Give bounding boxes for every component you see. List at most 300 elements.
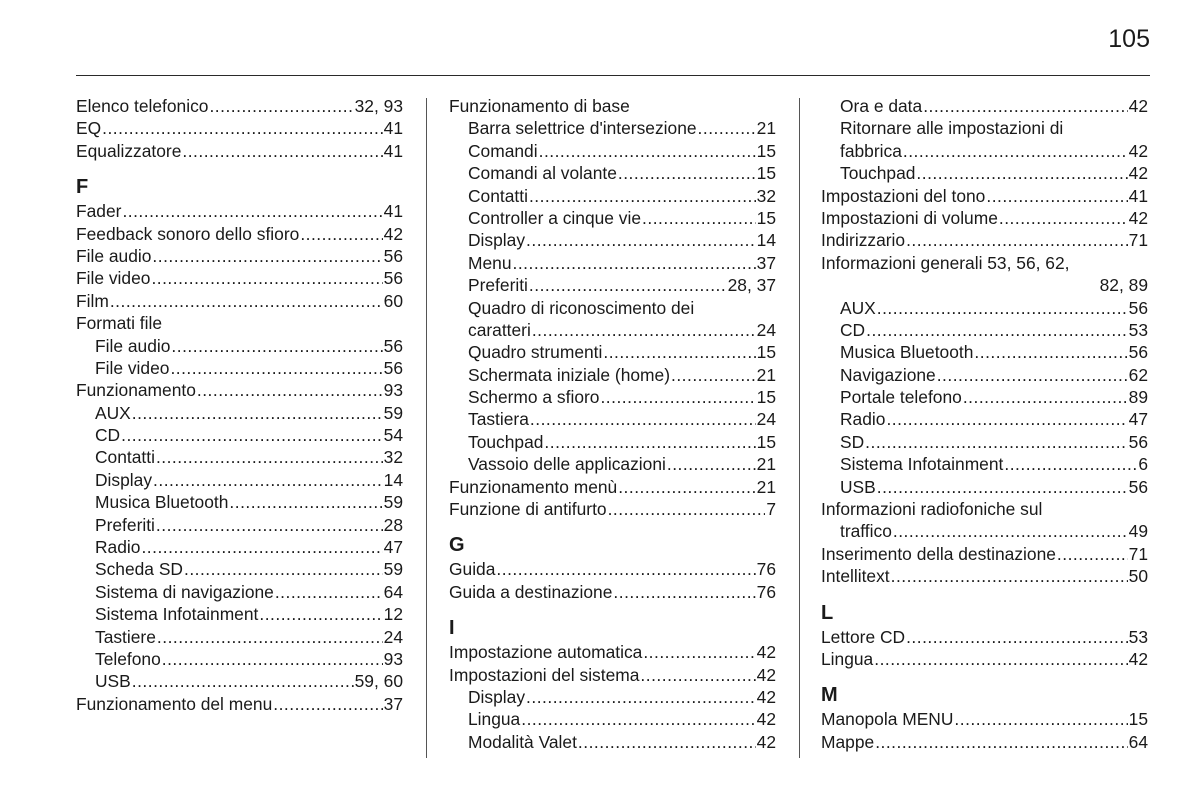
index-entry: [449, 581, 776, 603]
index-term: Touchpad: [840, 163, 916, 184]
index-page-ref: 42: [756, 664, 776, 685]
index-term: Preferiti: [468, 275, 528, 296]
index-page-ref: 93: [383, 648, 403, 669]
dot-leader: [698, 117, 756, 139]
index-page-ref: 24: [756, 409, 776, 430]
index-entry: [76, 693, 403, 715]
index-entry: [821, 185, 1148, 207]
index-term: Film: [76, 290, 109, 311]
index-subentry: [449, 207, 776, 229]
index-column-1: [76, 95, 403, 715]
index-entry: [76, 379, 403, 401]
index-page-ref: 89: [1128, 387, 1148, 408]
index-page-ref: 49: [1128, 521, 1148, 542]
index-page-ref: 37: [756, 252, 776, 273]
dot-leader: [121, 424, 383, 446]
index-term: Funzione di antifurto: [449, 499, 607, 520]
index-term: Musica Bluetooth: [95, 492, 229, 513]
index-subentry: [449, 686, 776, 708]
index-subentry: [76, 446, 403, 468]
dot-leader: [877, 297, 1128, 319]
index-page-ref: 41: [383, 118, 403, 139]
dot-leader: [529, 185, 756, 207]
dot-leader: [999, 207, 1128, 229]
index-term: Contatti: [468, 185, 528, 206]
index-term: Radio: [840, 409, 886, 430]
index-subentry: [821, 162, 1148, 184]
index-subentry: [449, 453, 776, 475]
index-page-ref: 42: [756, 642, 776, 663]
index-page-ref: 41: [1128, 185, 1148, 206]
index-page-ref: 32, 93: [354, 96, 403, 116]
index-entry: [76, 267, 403, 289]
index-term: Touchpad: [468, 431, 544, 452]
index-entry: [76, 290, 403, 312]
index-term: Mappe: [821, 731, 875, 752]
index-page-ref: 64: [1128, 731, 1148, 752]
index-entry: [76, 200, 403, 222]
index-page-ref: 56: [1128, 476, 1148, 497]
dot-leader: [171, 335, 382, 357]
index-subentry: [449, 731, 776, 753]
index-term: Tastiera: [468, 409, 529, 430]
index-page-ref: 37: [383, 693, 403, 714]
dot-leader: [974, 341, 1127, 363]
index-page-ref: 53: [1128, 626, 1148, 647]
dot-leader: [151, 267, 382, 289]
index-entry: [449, 498, 776, 520]
dot-leader: [874, 648, 1127, 670]
index-subentry: [821, 319, 1148, 341]
dot-leader: [300, 223, 382, 245]
index-term: Intellitext: [821, 566, 890, 587]
index-subentry: [449, 341, 776, 363]
dot-leader: [640, 664, 755, 686]
index-page-ref: 59, 60: [354, 671, 403, 692]
dot-leader: [526, 686, 756, 708]
index-term: Fader: [76, 201, 122, 222]
index-entry: [449, 476, 776, 498]
index-subentry: [821, 386, 1148, 408]
index-page-ref: 50: [1128, 566, 1148, 587]
index-entry: [821, 229, 1148, 251]
dot-leader: [865, 431, 1127, 453]
index-letter: L: [821, 601, 834, 624]
index-subentry: [821, 408, 1148, 430]
index-heading: Formati file: [76, 313, 163, 334]
index-term: traffico: [840, 521, 892, 542]
index-term: File audio: [76, 245, 152, 266]
index-entry: [821, 207, 1148, 229]
index-term: File audio: [95, 335, 171, 356]
index-entry: [821, 543, 1148, 565]
index-page-ref: 56: [1128, 342, 1148, 363]
index-term: File video: [76, 268, 151, 289]
index-page-ref: 32: [756, 185, 776, 206]
index-page-ref: 42: [1128, 207, 1148, 228]
dot-leader: [954, 708, 1127, 730]
index-term: Manopola MENU: [821, 709, 954, 730]
dot-leader: [600, 386, 755, 408]
index-term: Telefono: [95, 648, 161, 669]
index-term: Contatti: [95, 447, 155, 468]
index-term: Lingua: [468, 709, 521, 730]
index-subentry: [449, 229, 776, 251]
dot-leader: [539, 140, 756, 162]
index-entry: [76, 95, 403, 117]
index-subentry: [821, 520, 1148, 542]
dot-leader: [893, 520, 1128, 542]
index-page-ref: 15: [1128, 709, 1148, 730]
index-term: Display: [468, 230, 526, 251]
header-rule: [76, 75, 1150, 76]
index-subentry: [821, 95, 1148, 117]
dot-leader: [102, 117, 383, 139]
dot-leader: [110, 290, 383, 312]
index-page-ref: 24: [756, 319, 776, 340]
index-term: Modalità Valet: [468, 731, 577, 752]
index-subentry: [76, 581, 403, 603]
index-page-ref: 15: [756, 342, 776, 363]
index-term: Schermata iniziale (home): [468, 364, 671, 385]
index-subentry: [76, 514, 403, 536]
index-page-ref: 7: [766, 499, 776, 520]
index-subentry: [76, 402, 403, 424]
dot-leader: [671, 364, 756, 386]
dot-leader: [170, 357, 382, 379]
dot-leader: [132, 670, 354, 692]
index-term: Funzionamento: [76, 380, 196, 401]
dot-leader: [903, 140, 1128, 162]
index-page-ref: 21: [756, 476, 776, 497]
index-entry: [76, 245, 403, 267]
index-page-ref: 47: [383, 537, 403, 558]
dot-leader: [157, 626, 383, 648]
index-term: Equalizzatore: [76, 140, 182, 161]
index-term: Sistema Infotainment: [95, 604, 259, 625]
dot-leader: [667, 453, 756, 475]
index-subentry: [449, 431, 776, 453]
dot-leader: [642, 207, 756, 229]
index-term: Guida a destinazione: [449, 581, 613, 602]
index-term: Sistema di navigazione: [95, 581, 274, 602]
column-divider: [799, 98, 800, 758]
index-page-ref: 59: [383, 402, 403, 423]
dot-leader: [153, 469, 383, 491]
index-term: Lingua: [821, 648, 874, 669]
dot-leader: [122, 200, 382, 222]
index-page-ref: 41: [383, 140, 403, 161]
dot-leader: [877, 476, 1128, 498]
index-subentry: [76, 335, 403, 357]
index-subentry: [76, 469, 403, 491]
index-subentry: [449, 364, 776, 386]
index-page-ref: 14: [756, 230, 776, 251]
index-term: Radio: [95, 537, 141, 558]
index-term: fabbrica: [840, 140, 902, 161]
index-column-2: [449, 95, 776, 753]
index-term: caratteri: [468, 319, 531, 340]
index-subentry: [449, 408, 776, 430]
dot-leader: [496, 558, 755, 580]
index-letter: I: [449, 617, 455, 640]
index-page-ref: 42: [1128, 140, 1148, 161]
index-term: Portale telefono: [840, 387, 962, 408]
dot-leader: [1004, 453, 1137, 475]
index-term: Tastiere: [95, 626, 156, 647]
dot-leader: [963, 386, 1128, 408]
index-term: Impostazioni del tono: [821, 185, 986, 206]
index-entry: [821, 648, 1148, 670]
index-subentry: [76, 670, 403, 692]
dot-leader: [866, 319, 1128, 341]
index-page-ref: 6: [1138, 454, 1148, 475]
index-term: CD: [840, 319, 866, 340]
index-page-ref: 56: [1128, 297, 1148, 318]
index-letter: M: [821, 684, 838, 707]
index-term: Preferiti: [95, 514, 155, 535]
index-page-ref: 76: [756, 559, 776, 580]
dot-leader: [986, 185, 1127, 207]
index-page-ref: 41: [383, 201, 403, 222]
index-page-ref: 15: [756, 387, 776, 408]
dot-leader: [603, 341, 755, 363]
index-page-ref: 56: [1128, 431, 1148, 452]
index-subentry: [76, 536, 403, 558]
dot-leader: [184, 558, 383, 580]
index-entry: [449, 641, 776, 663]
index-term: Barra selettrice d'intersezione: [468, 118, 697, 139]
dot-leader: [578, 731, 756, 753]
index-page-ref: 32: [383, 447, 403, 468]
index-subentry: [449, 117, 776, 139]
index-subentry: [821, 364, 1148, 386]
dot-leader: [156, 446, 383, 468]
index-entry: [449, 558, 776, 580]
dot-leader: [532, 319, 756, 341]
index-heading: Funzionamento di base: [449, 96, 630, 116]
index-page-ref: 56: [383, 335, 403, 356]
index-subentry: [449, 708, 776, 730]
column-divider: [426, 98, 427, 758]
index-entry: [449, 664, 776, 686]
index-term: Impostazione automatica: [449, 642, 643, 663]
index-page-ref: 15: [756, 207, 776, 228]
index-term: Lettore CD: [821, 626, 906, 647]
index-heading: Ritornare alle impostazioni di: [840, 118, 1064, 139]
dot-leader: [643, 641, 755, 663]
index-entry: [821, 708, 1148, 730]
index-subentry: [449, 162, 776, 184]
dot-leader: [132, 402, 383, 424]
index-term: Funzionamento del menu: [76, 693, 273, 714]
index-page-ref: 56: [383, 268, 403, 289]
index-term: Funzionamento menù: [449, 476, 618, 497]
dot-leader: [916, 162, 1127, 184]
dot-leader: [152, 245, 382, 267]
dot-leader: [530, 408, 756, 430]
index-subentry: [76, 603, 403, 625]
index-subentry: [821, 297, 1148, 319]
index-heading: Informazioni generali 53, 56, 62,: [821, 252, 1070, 273]
dot-leader: [209, 95, 353, 117]
dot-leader: [141, 536, 382, 558]
dot-leader: [906, 626, 1128, 648]
index-page-ref: 14: [383, 469, 403, 490]
index-subentry: [449, 140, 776, 162]
index-subentry: [76, 626, 403, 648]
index-page-ref: 21: [756, 364, 776, 385]
dot-leader: [275, 581, 383, 603]
page-number: 105: [1108, 25, 1150, 53]
dot-leader: [618, 162, 756, 184]
index-term: Display: [95, 469, 153, 490]
dot-leader: [613, 581, 755, 603]
index-page-ref: 21: [756, 118, 776, 139]
index-term: Impostazioni del sistema: [449, 664, 640, 685]
dot-leader: [513, 252, 756, 274]
index-term: USB: [840, 476, 876, 497]
dot-leader: [891, 565, 1128, 587]
index-term: AUX: [840, 297, 876, 318]
dot-leader: [529, 274, 727, 296]
index-term: Guida: [449, 559, 496, 580]
index-subentry: [449, 319, 776, 341]
dot-leader: [1057, 543, 1128, 565]
index-term: Sistema Infotainment: [840, 454, 1004, 475]
index-term: Menu: [468, 252, 512, 273]
index-entry: [821, 565, 1148, 587]
index-subentry: [821, 140, 1148, 162]
index-term: Vassoio delle applicazioni: [468, 454, 666, 475]
index-page-ref: 12: [383, 604, 403, 625]
dot-leader: [886, 408, 1127, 430]
index-page-ref: 28: [383, 514, 403, 535]
index-continuation: 82, 89: [1099, 275, 1148, 296]
index-page-ref: 28, 37: [727, 275, 776, 296]
index-term: Comandi al volante: [468, 163, 617, 184]
index-page-ref: 47: [1128, 409, 1148, 430]
index-term: Ora e data: [840, 96, 923, 116]
index-page-ref: 62: [1128, 364, 1148, 385]
index-entry: [76, 117, 403, 139]
dot-leader: [937, 364, 1128, 386]
index-subentry: [449, 274, 776, 296]
index-term: SD: [840, 431, 865, 452]
index-page-ref: 59: [383, 492, 403, 513]
index-page-ref: 15: [756, 163, 776, 184]
index-term: CD: [95, 425, 121, 446]
dot-leader: [521, 708, 755, 730]
index-page-ref: 42: [756, 731, 776, 752]
index-entry: [821, 626, 1148, 648]
index-column-3: [821, 95, 1148, 753]
index-subentry: [821, 476, 1148, 498]
index-term: Quadro strumenti: [468, 342, 603, 363]
dot-leader: [875, 731, 1127, 753]
index-entry: [821, 731, 1148, 753]
index-term: Indirizzario: [821, 230, 906, 251]
index-term: Navigazione: [840, 364, 936, 385]
index-heading: Quadro di riconoscimento dei: [468, 297, 695, 318]
index-page-ref: 21: [756, 454, 776, 475]
index-subentry: [449, 386, 776, 408]
index-term: USB: [95, 671, 131, 692]
index-page-ref: 71: [1128, 543, 1148, 564]
dot-leader: [229, 491, 382, 513]
index-page-ref: 15: [756, 140, 776, 161]
index-term: Schermo a sfioro: [468, 387, 600, 408]
index-page-ref: 93: [383, 380, 403, 401]
index-page-ref: 53: [1128, 319, 1148, 340]
index-term: Elenco telefonico: [76, 96, 209, 116]
index-page-ref: 54: [383, 425, 403, 446]
index-subentry: [76, 648, 403, 670]
index-page-ref: 42: [1128, 163, 1148, 184]
dot-leader: [156, 514, 383, 536]
dot-leader: [906, 229, 1128, 251]
index-page-ref: 15: [756, 431, 776, 452]
index-term: Impostazioni di volume: [821, 207, 998, 228]
dot-leader: [526, 229, 756, 251]
index-subentry: [449, 252, 776, 274]
index-page-ref: 42: [1128, 96, 1148, 116]
index-page-ref: 59: [383, 559, 403, 580]
dot-leader: [608, 498, 766, 520]
index-term: AUX: [95, 402, 131, 423]
index-subentry: [449, 185, 776, 207]
index-letter: G: [449, 534, 465, 557]
dot-leader: [162, 648, 383, 670]
index-term: EQ: [76, 118, 102, 139]
dot-leader: [544, 431, 755, 453]
dot-leader: [182, 140, 382, 162]
index-page-ref: 42: [756, 709, 776, 730]
index-term: Comandi: [468, 140, 538, 161]
index-term: Musica Bluetooth: [840, 342, 974, 363]
index-entry: [76, 223, 403, 245]
dot-leader: [618, 476, 755, 498]
index-subentry: [821, 431, 1148, 453]
index-term: Feedback sonoro dello sfioro: [76, 223, 300, 244]
index-page-ref: 42: [1128, 648, 1148, 669]
index-entry: [76, 140, 403, 162]
index-page-ref: 56: [383, 357, 403, 378]
dot-leader: [259, 603, 382, 625]
index-term: File video: [95, 357, 170, 378]
index-subentry: [76, 491, 403, 513]
index-heading: Informazioni radiofoniche sul: [821, 499, 1043, 520]
index-term: Scheda SD: [95, 559, 183, 580]
index-subentry: [821, 453, 1148, 475]
index-subentry: [76, 357, 403, 379]
index-page-ref: 60: [383, 290, 403, 311]
index-subentry: [76, 424, 403, 446]
index-subentry: [76, 558, 403, 580]
dot-leader: [273, 693, 382, 715]
index-subentry: [821, 341, 1148, 363]
index-letter: F: [76, 176, 89, 199]
index-page-ref: 71: [1128, 230, 1148, 251]
index-page-ref: 42: [756, 686, 776, 707]
index-page-ref: 76: [756, 581, 776, 602]
dot-leader: [923, 95, 1127, 117]
index-page-ref: 24: [383, 626, 403, 647]
dot-leader: [197, 379, 383, 401]
index-page-ref: 56: [383, 245, 403, 266]
index-page-ref: 42: [383, 223, 403, 244]
index-term: Display: [468, 686, 526, 707]
